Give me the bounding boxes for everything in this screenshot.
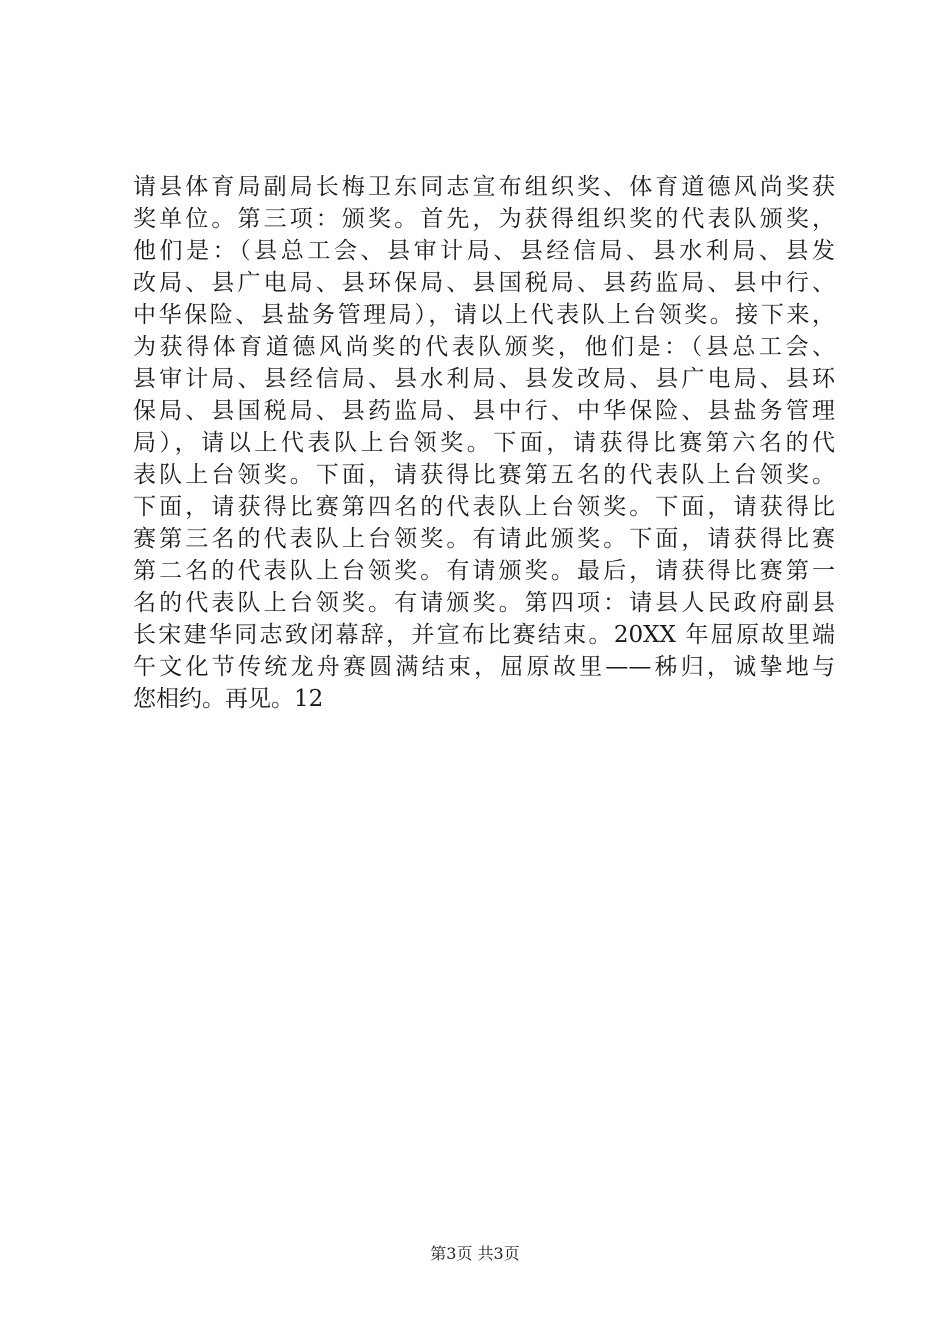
- text-line: 午文化节传统龙舟赛圆满结束，屈原故里——秭归，诚挚地与: [133, 654, 835, 680]
- text-line: 第二名的代表队上台领奖。有请颁奖。最后，请获得比赛第一: [133, 558, 835, 584]
- text-line: 下面，请获得比赛第四名的代表队上台领奖。下面，请获得比: [133, 494, 835, 520]
- text-line: 请县体育局副局长梅卫东同志宣布组织奖、体育道德风尚奖获: [133, 174, 835, 200]
- text-line: 县审计局、县经信局、县水利局、县发改局、县广电局、县环: [133, 366, 835, 392]
- text-line: 中华保险、县盐务管理局），请以上代表队上台领奖。接下来，: [133, 302, 835, 328]
- page-number-label: 第3页 共3页: [430, 1244, 520, 1263]
- text-line: 为获得体育道德风尚奖的代表队颁奖，他们是：（县总工会、: [133, 334, 835, 360]
- text-line: 表队上台领奖。下面，请获得比赛第五名的代表队上台领奖。: [133, 462, 835, 488]
- text-line: 他们是：（县总工会、县审计局、县经信局、县水利局、县发: [133, 238, 835, 264]
- page-footer: [0, 1243, 950, 1265]
- body-paragraph: [133, 171, 835, 715]
- text-line-last: 您相约。再见。12: [133, 686, 324, 712]
- text-line: 局），请以上代表队上台领奖。下面，请获得比赛第六名的代: [133, 430, 835, 456]
- text-line: 长宋建华同志致闭幕辞，并宣布比赛结束。20XX 年屈原故里端: [133, 622, 835, 648]
- text-line: 保局、县国税局、县药监局、县中行、中华保险、县盐务管理: [133, 398, 835, 424]
- text-line: 改局、县广电局、县环保局、县国税局、县药监局、县中行、: [133, 270, 835, 296]
- text-line: 名的代表队上台领奖。有请颁奖。第四项：请县人民政府副县: [133, 590, 835, 616]
- text-line: 赛第三名的代表队上台领奖。有请此颁奖。下面，请获得比赛: [133, 526, 835, 552]
- text-line: 奖单位。第三项：颁奖。首先，为获得组织奖的代表队颁奖，: [133, 206, 835, 232]
